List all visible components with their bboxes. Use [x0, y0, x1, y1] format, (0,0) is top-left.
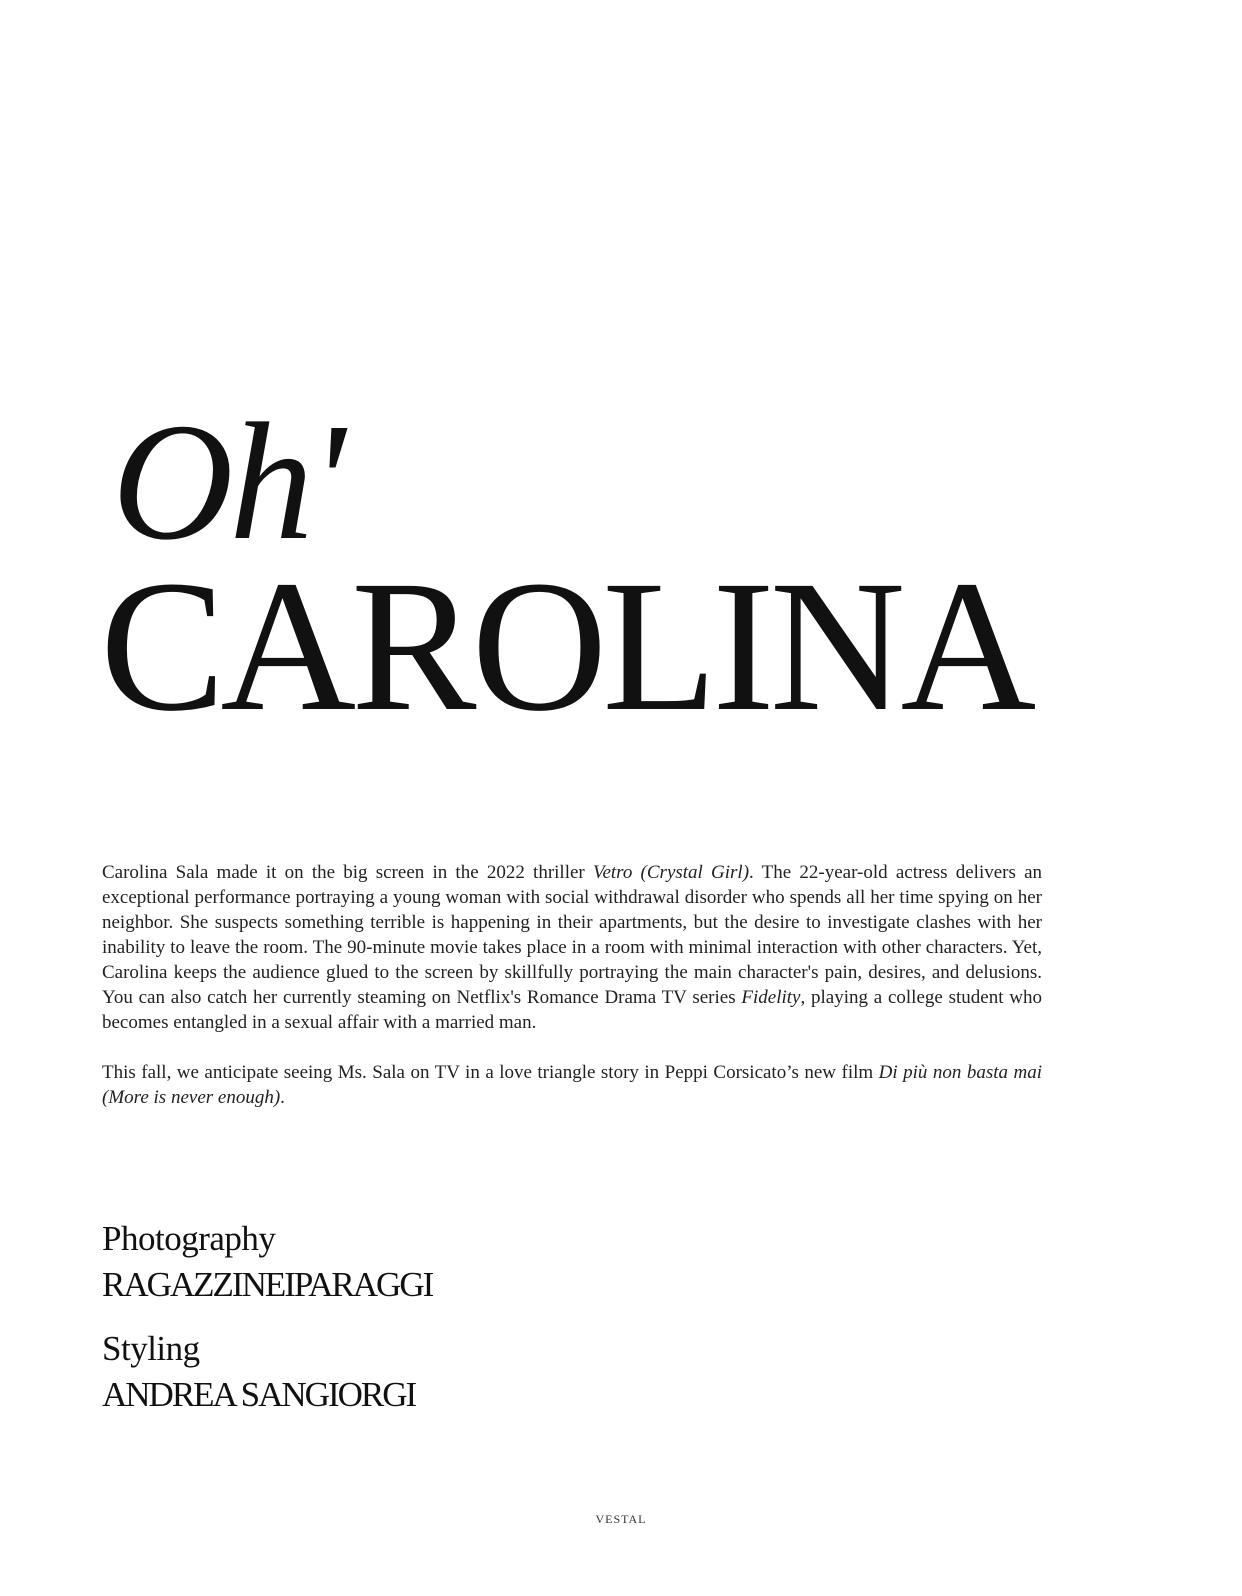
title-carolina: CAROLINA: [100, 541, 1032, 750]
title-oh: Oh': [112, 389, 342, 575]
footer-publication: VESTAL: [595, 1512, 647, 1526]
series-title-fidelity: Fidelity: [741, 987, 801, 1008]
credits: [102, 1216, 432, 1436]
paragraph-1-text-c: , playing a college student who becomes entangled in a sexual affair with a married man.: [102, 987, 1042, 1033]
film-title-di-piu: Di più non basta mai (More is never enough): [102, 1062, 1042, 1108]
film-title-vetro: Vetro (Crystal Girl): [592, 862, 750, 883]
credit-name-stylist: ANDREA SANGIORGI: [102, 1375, 416, 1414]
paragraph-1-text-a: Carolina Sala made it on the big screen in the 2022 thriller: [102, 862, 593, 883]
article-paragraph-2: [102, 1060, 1042, 1110]
credit-role-photography: Photography: [102, 1219, 276, 1258]
credit-name-photographer: RAGAZZINEIPARAGGI: [102, 1265, 433, 1304]
paragraph-1-text-b: . The 22-year-old actress delivers an exceptional performance portraying a young woman with social withdrawal disorder who spends all her time spying on her neighbor. She suspects something terrible is happening in their apartments, but the desire to investigate clashes with her inability to leave the room. The 90-minute movie takes place in a room with minimal interaction with other characters. Yet, Carolina keeps the audience glued to the screen by skillfully portraying the main character's pain, desires, and delusions. You can also catch her currently steaming on Netflix's Romance Drama TV series: [102, 862, 1043, 1008]
credit-styling: [102, 1326, 432, 1418]
credit-role-styling: Styling: [102, 1329, 200, 1368]
paragraph-2-text-b: .: [280, 1087, 285, 1108]
article-paragraph-1: [102, 860, 1042, 1035]
article-body: [102, 860, 1042, 1135]
credit-photography: [102, 1216, 432, 1308]
paragraph-2-text-a: This fall, we anticipate seeing Ms. Sala on TV in a love triangle story in Peppi Corsicato’s new film: [102, 1062, 879, 1083]
